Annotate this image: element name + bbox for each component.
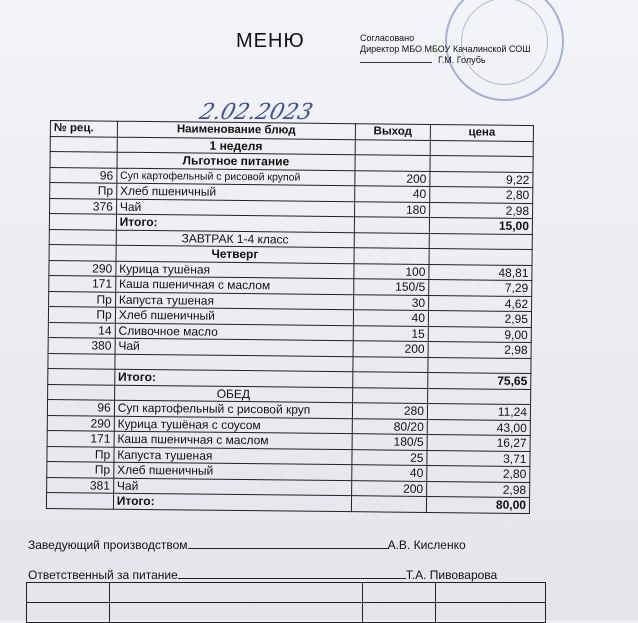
recipe-number: 96 bbox=[47, 399, 114, 415]
total-label: Итого: bbox=[115, 369, 353, 387]
dish-name: Сливочное масло bbox=[115, 323, 353, 341]
dish-price: 48,81 bbox=[429, 264, 532, 281]
dish-name: Курица тушёная bbox=[116, 261, 354, 279]
dish-name: Суп картофельный с рисовой круп bbox=[114, 400, 352, 418]
recipe-number: Пр bbox=[49, 291, 116, 307]
empty-signature-grid bbox=[26, 582, 546, 623]
recipe-number: 171 bbox=[49, 275, 116, 291]
dish-output: 40 bbox=[352, 465, 427, 481]
dish-price: 4,62 bbox=[429, 295, 532, 312]
dish-output: 180/5 bbox=[352, 434, 427, 450]
col-header-dish: Наименование блюд bbox=[117, 121, 355, 139]
dish-output: 80/20 bbox=[352, 418, 427, 434]
dish-name: Хлеб пшеничный bbox=[114, 462, 352, 480]
dish-price: 2,80 bbox=[427, 465, 530, 482]
recipe-number: 96 bbox=[50, 167, 117, 183]
dish-output: 180 bbox=[354, 201, 429, 217]
manager-signature-line bbox=[28, 538, 466, 552]
dish-price: 3,71 bbox=[427, 450, 530, 467]
recipe-number: 381 bbox=[47, 477, 114, 493]
col-header-price: цена bbox=[430, 124, 533, 141]
recipe-number: 290 bbox=[47, 415, 114, 431]
dish-name: Капуста тушеная bbox=[114, 447, 352, 465]
total-value: 75,65 bbox=[428, 372, 531, 389]
section3-title: ОБЕД bbox=[114, 385, 352, 403]
responsible-name: Т.А. Пивоварова bbox=[405, 568, 498, 582]
recipe-number: 376 bbox=[50, 198, 117, 214]
recipe-number: 380 bbox=[48, 337, 115, 353]
recipe-number: Пр bbox=[47, 461, 114, 477]
dish-output: 200 bbox=[355, 170, 430, 186]
dish-name: Чай bbox=[116, 199, 354, 217]
menu-table bbox=[46, 120, 534, 514]
recipe-number: Пр bbox=[47, 446, 114, 462]
approval-line-1: Согласовано bbox=[360, 33, 415, 43]
dish-name: Курица тушёная с соусом bbox=[114, 416, 352, 434]
dish-output: 150/5 bbox=[354, 279, 429, 295]
approval-signer: Г.М. Голубь bbox=[438, 55, 486, 65]
col-header-output: Выход bbox=[355, 124, 430, 140]
dish-price: 2,95 bbox=[428, 310, 531, 327]
total-label: Итого: bbox=[113, 493, 351, 511]
dish-name: Каша пшеничная с маслом bbox=[114, 431, 352, 449]
recipe-number: 171 bbox=[47, 430, 114, 446]
total-label: Итого: bbox=[116, 214, 354, 232]
responsible-label: Ответственный за питание bbox=[28, 568, 178, 582]
dish-output: 200 bbox=[353, 341, 428, 357]
dish-name: Чай bbox=[115, 338, 353, 356]
dish-name: Чай bbox=[113, 478, 351, 496]
dish-name: Хлеб пшеничный bbox=[116, 183, 354, 201]
dish-price: 2,98 bbox=[429, 202, 532, 219]
dish-price: 9,00 bbox=[428, 326, 531, 343]
dish-output: 25 bbox=[352, 449, 427, 465]
dish-price: 2,98 bbox=[428, 341, 531, 358]
section1-title: Льготное питание bbox=[117, 152, 355, 170]
manager-name: А.В. Кисленко bbox=[387, 538, 466, 552]
dish-output: 40 bbox=[353, 310, 428, 326]
dish-price: 16,27 bbox=[427, 434, 530, 451]
dish-price: 43,00 bbox=[427, 419, 530, 436]
total-value: 80,00 bbox=[426, 496, 529, 513]
dish-name: Каша пшеничная с маслом bbox=[115, 276, 353, 294]
dish-price: 7,29 bbox=[429, 279, 532, 296]
approval-block bbox=[360, 33, 530, 66]
dish-output: 30 bbox=[353, 294, 428, 310]
recipe-number: Пр bbox=[50, 183, 117, 199]
recipe-number: 14 bbox=[48, 322, 115, 338]
section2-title: ЗАВТРАК 1-4 класс bbox=[116, 230, 354, 248]
approval-line-2: Директор МБО МБОУ Качалинской СОШ bbox=[360, 44, 531, 54]
manager-label: Заведующий производством bbox=[28, 538, 188, 552]
dish-price: 9,22 bbox=[430, 171, 533, 188]
dish-output: 40 bbox=[354, 186, 429, 202]
section2-day: Четверг bbox=[116, 245, 354, 263]
dish-price: 2,80 bbox=[430, 186, 533, 203]
dish-output: 100 bbox=[354, 263, 429, 279]
dish-price: 11,24 bbox=[427, 403, 530, 420]
dish-output: 200 bbox=[351, 480, 426, 496]
dish-name: Хлеб пшеничный bbox=[115, 307, 353, 325]
total-value: 15,00 bbox=[429, 217, 532, 234]
recipe-number: 290 bbox=[49, 260, 116, 276]
menu-title: МЕНЮ bbox=[236, 30, 305, 52]
approval-signature-line bbox=[360, 55, 530, 66]
dish-output: 15 bbox=[353, 325, 428, 341]
recipe-number: Пр bbox=[48, 306, 115, 322]
week-label: 1 неделя bbox=[117, 137, 355, 155]
responsible-signature-line bbox=[28, 568, 497, 582]
dish-name: Суп картофельный с рисовой крупой bbox=[117, 168, 355, 186]
dish-price: 2,98 bbox=[427, 481, 530, 498]
dish-name: Капуста тушеная bbox=[115, 292, 353, 310]
dish-output: 280 bbox=[352, 403, 427, 419]
col-header-recipe: № рец. bbox=[50, 121, 117, 137]
handwritten-date: 2.02.2023 bbox=[196, 100, 316, 125]
